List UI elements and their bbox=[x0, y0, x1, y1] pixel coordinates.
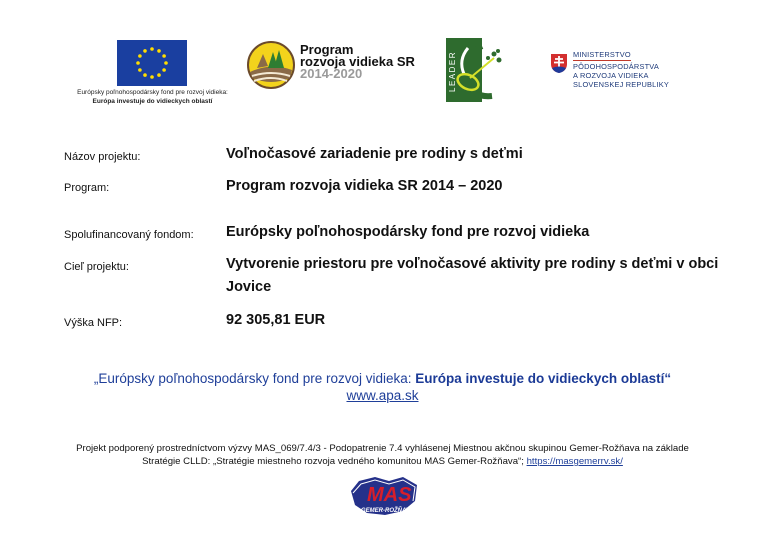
cofinanced-fund-label: Spolufinancovaný fondom: bbox=[64, 229, 194, 241]
prv-years: 2014-2020 bbox=[300, 66, 363, 81]
project-goal-value: Vytvorenie priestoru pre voľnočasové aktivity pre rodiny s deťmi v obci bbox=[226, 256, 719, 272]
ministry-line3: A ROZVOJA VIDIEKA bbox=[573, 71, 649, 80]
ministry-line1: MINISTERSTVO bbox=[573, 50, 631, 59]
eu-star bbox=[136, 61, 140, 65]
program-value: Program rozvoja vidieka SR 2014 – 2020 bbox=[226, 178, 503, 194]
eu-star bbox=[143, 73, 147, 77]
footer-line2 bbox=[0, 456, 765, 467]
eu-star bbox=[157, 73, 161, 77]
prv-line2: rozvoja vidieka SR bbox=[300, 54, 415, 69]
prv-logo-text bbox=[300, 44, 415, 80]
nfp-amount-value: 92 305,81 EUR bbox=[226, 312, 326, 328]
eu-star bbox=[157, 49, 161, 53]
mas-text: MAS bbox=[367, 484, 412, 506]
eu-caption-line2: Európa investuje do vidieckych oblastí bbox=[92, 98, 213, 105]
prv-emblem-icon bbox=[246, 40, 296, 90]
ministry-line2: PÔDOHOSPODÁRSTVA bbox=[573, 62, 660, 71]
slovak-coat-of-arms-icon bbox=[550, 53, 568, 74]
eu-star bbox=[162, 54, 166, 58]
project-name-value: Voľnočasové zariadenie pre rodiny s deťmi bbox=[226, 146, 523, 162]
eu-star bbox=[150, 75, 154, 79]
cofinanced-fund-value: Európsky poľnohospodársky fond pre rozvoj vidieka bbox=[226, 224, 590, 240]
eu-logo-caption bbox=[60, 88, 245, 106]
mas-subtext: GEMER-ROŽŇAVA bbox=[361, 508, 414, 514]
eu-star bbox=[138, 54, 142, 58]
eu-star bbox=[143, 49, 147, 53]
slogan-bold: Európa investuje do vidieckych oblastí“ bbox=[415, 371, 672, 386]
ministry-line4: SLOVENSKEJ REPUBLIKY bbox=[573, 80, 670, 89]
eu-star bbox=[138, 68, 142, 72]
slogan-text: „Európsky poľnohospodársky fond pre rozvoj vidieka: bbox=[93, 371, 416, 386]
project-goal-label: Cieľ projektu: bbox=[64, 261, 129, 273]
footer-line2-text: Stratégie CLLD: „Stratégie miestneho rozvoja vedného komunitou MAS Gemer-Rožňava“; bbox=[142, 456, 527, 467]
eafrd-slogan bbox=[0, 371, 765, 386]
project-name-label: Názov projektu: bbox=[64, 151, 141, 163]
project-goal-value-line2: Jovice bbox=[226, 279, 272, 295]
program-label: Program: bbox=[64, 182, 110, 194]
footer-line1: Projekt podporený prostredníctvom výzvy MAS_069/7.4/3 - Podopatrenie 7.4 vyhlásenej Miestnou akčnou skupinou Gemer-Rožňava na základe bbox=[76, 443, 689, 454]
mas-logo-icon bbox=[345, 471, 425, 521]
masgemerrv-link[interactable]: https://masgemerrv.sk/ bbox=[526, 456, 623, 467]
prv-line1: Program bbox=[300, 42, 354, 57]
nfp-amount-label: Výška NFP: bbox=[64, 317, 123, 329]
apa-link[interactable]: www.apa.sk bbox=[346, 388, 419, 403]
eu-caption-line1: Európsky poľnohospodársky fond pre rozvoj vidieka: bbox=[77, 89, 228, 96]
apa-link-row bbox=[0, 388, 765, 403]
leader-text: LEADER bbox=[448, 50, 457, 92]
leader-logo-icon bbox=[446, 38, 510, 102]
ministry-logo-text bbox=[573, 50, 669, 89]
eu-star bbox=[164, 61, 168, 65]
eu-star bbox=[162, 68, 166, 72]
eu-star bbox=[150, 47, 154, 51]
eu-flag-icon bbox=[117, 40, 187, 86]
